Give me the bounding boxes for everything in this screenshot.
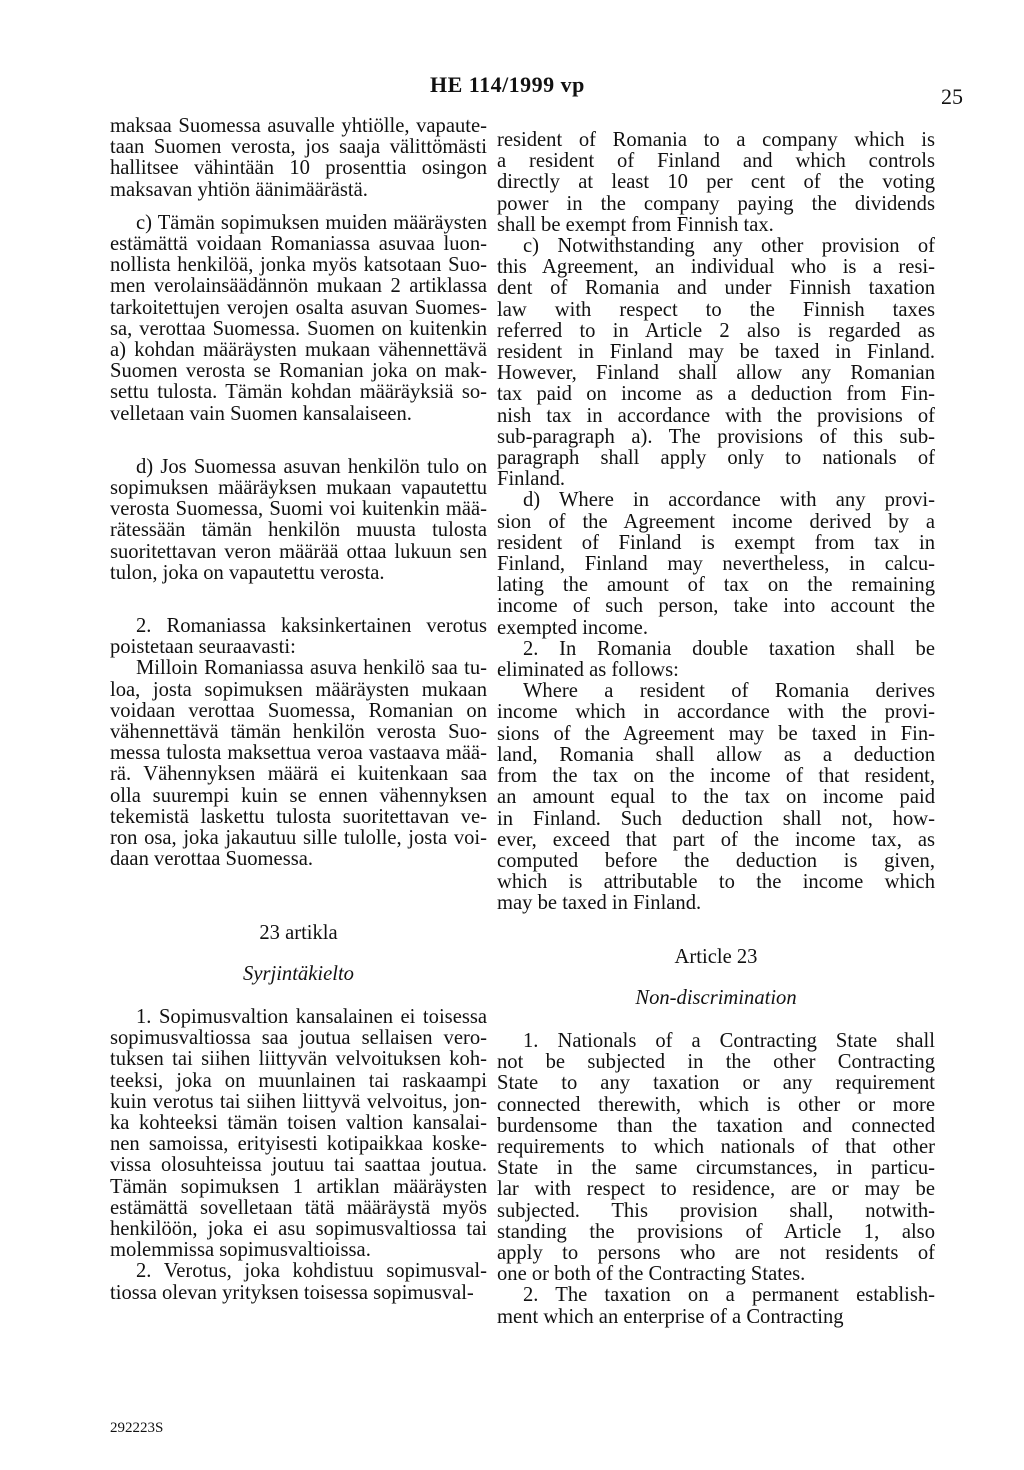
text-line: maksaa Suomessa asuvalle yhtiölle, vapaute- xyxy=(110,115,487,137)
text-line: sub-paragraph a). The provisions of this sub- xyxy=(497,425,935,448)
paragraph xyxy=(110,213,487,425)
text-line: Tämän sopimuksen 1 artiklan määräysten xyxy=(110,1175,487,1198)
text-line: vähennettävä tämän henkilön verosta Suo- xyxy=(110,721,487,744)
text-line: State in the same circumstances, in particu- xyxy=(497,1157,935,1180)
text-line: paragraph shall apply only to nationals of xyxy=(497,447,935,470)
text-line: land, Romania shall allow as a deduction xyxy=(497,743,935,766)
text-line: Suomen verosta se Romanian joka on mak- xyxy=(110,360,487,383)
text-line: olla suurempi kuin se ennen vähennyksen xyxy=(110,784,487,807)
text-line: dent of Romania and under Finnish taxation xyxy=(497,277,935,300)
article-subtitle: Syrjintäkielto xyxy=(243,962,354,985)
text-line: 2. Verotus, joka kohdistuu sopimusval- xyxy=(136,1260,487,1283)
text-line: voidaan verottaa Suomessa, Romanian on xyxy=(110,699,487,722)
text-line: c) Notwithstanding any other provision of xyxy=(523,235,935,258)
text-line: 2. In Romania double taxation shall be xyxy=(523,637,935,660)
document-code: 292223S xyxy=(110,1420,164,1436)
text-line: ka kohteeksi tämän toisen valtion kansalai- xyxy=(110,1111,487,1134)
text-line: sopimuksen määräyksen mukaan vapautettu xyxy=(110,477,487,500)
text-line: income which in accordance with the provi- xyxy=(497,701,935,724)
text-line: exempted income. xyxy=(497,616,648,639)
text-line: an amount equal to the tax on income paid xyxy=(497,786,935,809)
text-line: ment which an enterprise of a Contracting xyxy=(497,1305,844,1328)
text-line: verosta Suomessa, Suomi voi kuitenkin mää- xyxy=(110,498,487,521)
text-line: loa, josta sopimuksen määräysten mukaan xyxy=(110,678,487,701)
text-line: resident of Finland is exempt from tax in xyxy=(497,531,935,554)
text-line: vissa olosuhteissa joutuu tai saattaa joutua. xyxy=(110,1154,487,1177)
text-line: nen samoissa, erityisesti kotipaikkaa koske- xyxy=(110,1133,487,1156)
left-column-finnish xyxy=(110,116,487,1304)
text-line: connected therewith, which is other or more xyxy=(497,1093,935,1116)
text-line: Where a resident of Romania derives xyxy=(523,680,935,703)
text-line: computed before the deduction is given, xyxy=(497,849,935,872)
paragraph xyxy=(110,1261,487,1303)
text-line: sions of the Agreement may be taxed in Fin- xyxy=(497,722,935,745)
text-line: apply to persons who are not residents of xyxy=(497,1241,935,1264)
text-line: resident in Finland may be taxed in Finland. xyxy=(497,341,935,364)
text-line: sion of the Agreement income derived by a xyxy=(497,510,935,533)
text-line: ever, exceed that part of the income tax, as xyxy=(497,828,935,851)
text-line: rä. Vähennyksen määrä ei kuitenkaan saa xyxy=(110,763,487,786)
text-line: lar with respect to residence, are or may be xyxy=(497,1178,935,1201)
text-line: tarkoitettujen verojen osalta asuvan Suomes- xyxy=(110,296,487,319)
text-line: However, Finland shall allow any Romanian xyxy=(497,362,935,385)
text-line: shall be exempt from Finnish tax. xyxy=(497,213,774,236)
text-line: from the tax on the income of that resident, xyxy=(497,765,935,788)
text-line: tax paid on income as a deduction from Fin- xyxy=(497,383,935,406)
text-line: tiossa olevan yrityksen toisessa sopimusval- xyxy=(110,1281,474,1304)
page-number: 25 xyxy=(941,84,963,109)
text-line: estämättä voidaan Romaniassa asuvaa luon- xyxy=(110,233,487,256)
text-line: burdensome than the taxation and connected xyxy=(497,1114,935,1137)
text-line: Milloin Romaniassa asuva henkilö saa tu- xyxy=(136,657,487,680)
text-line: lating the amount of tax on the remaining xyxy=(497,574,935,597)
text-line: kuin verotus tai siihen liittyvä velvoitus, jon- xyxy=(110,1090,487,1113)
text-line: taan Suomen verosta, jos saaja välittömästi xyxy=(110,136,487,159)
text-line: ron osa, joka jakautuu sille tulolle, josta voi- xyxy=(110,827,487,850)
paragraph xyxy=(497,639,935,681)
text-line: 2. The taxation on a permanent establish- xyxy=(523,1284,935,1307)
text-line: Finland, Finland may nevertheless, in calcu- xyxy=(497,553,935,576)
right-column-english xyxy=(497,130,935,1328)
paragraph xyxy=(497,1031,935,1285)
text-line: d) Jos Suomessa asuvan henkilön tulo on xyxy=(136,455,487,478)
text-line: tuksen tai siihen liittyvän velvoituksen koh- xyxy=(110,1048,487,1071)
text-line: tulon, joka on vapautettu verosta. xyxy=(110,561,385,584)
text-line: subjected. This provision shall, notwith- xyxy=(497,1199,935,1222)
text-line: c) Tämän sopimuksen muiden määräysten xyxy=(136,211,487,234)
text-line: daan verottaa Suomessa. xyxy=(110,848,314,871)
paragraph xyxy=(497,1285,935,1327)
text-line: 1. Nationals of a Contracting State shall xyxy=(523,1029,935,1052)
text-line: which is attributable to the income which xyxy=(497,871,935,894)
text-line: henkilöön, joka ei asu sopimusvaltiossa tai xyxy=(110,1217,487,1240)
text-line: sopimusvaltiossa saa joutua sellaisen vero- xyxy=(110,1027,487,1050)
text-line: settu tulosta. Tämän kohdan määräyksiä so- xyxy=(110,381,487,404)
text-line: tekemistä laskettu tulosta suoritettavan ve- xyxy=(110,805,487,828)
text-line: requirements to which nationals of that other xyxy=(497,1135,935,1158)
text-line: State to any taxation or any requirement xyxy=(497,1072,935,1095)
article-title: 23 artikla xyxy=(259,921,338,944)
text-line: nollista henkilöä, jonka myös katsotaan Suo- xyxy=(110,254,487,277)
paragraph xyxy=(497,681,935,914)
text-line: teeksi, joka on muunlainen tai raskaampi xyxy=(110,1069,487,1092)
text-line: men verolainsäädännön mukaan 2 artiklassa xyxy=(110,275,487,298)
text-line: molemmissa sopimusvaltioissa. xyxy=(110,1239,371,1262)
text-line: sa, verottaa Suomessa. Suomen on kuitenkin xyxy=(110,317,487,340)
paragraph xyxy=(497,236,935,490)
page-header-title: HE 114/1999 vp xyxy=(430,72,585,97)
text-line: rätessään tämän henkilön muusta tulosta xyxy=(110,519,487,542)
text-line: velletaan vain Suomen kansalaiseen. xyxy=(110,402,412,425)
text-line: in Finland. Such deduction shall not, how- xyxy=(497,807,935,830)
text-line: directly at least 10 per cent of the voting xyxy=(497,171,935,194)
paragraph xyxy=(110,616,487,658)
text-line: nish tax in accordance with the provisions of xyxy=(497,404,935,427)
text-line: poistetaan seuraavasti: xyxy=(110,636,296,659)
paragraph xyxy=(497,130,935,236)
text-line: income of such person, take into account the xyxy=(497,595,935,618)
text-line: hallitsee vähintään 10 prosenttia osingon xyxy=(110,157,487,180)
text-line: one or both of the Contracting States. xyxy=(497,1263,806,1286)
text-line: a resident of Finland and which controls xyxy=(497,150,935,173)
paragraph xyxy=(110,658,487,870)
text-line: power in the company paying the dividends xyxy=(497,192,935,215)
text-line: a) kohdan määräysten mukaan vähennettävä xyxy=(110,339,487,362)
paragraph xyxy=(110,1007,487,1261)
text-line: referred to in Article 2 also is regarded as xyxy=(497,319,935,342)
text-line: standing the provisions of Article 1, also xyxy=(497,1220,935,1243)
text-line: law with respect to the Finnish taxes xyxy=(497,298,935,321)
paragraph xyxy=(497,490,935,638)
article-title: Article 23 xyxy=(674,945,758,968)
paragraph xyxy=(110,116,487,201)
text-line: 1. Sopimusvaltion kansalainen ei toisessa xyxy=(136,1005,487,1028)
text-line: may be taxed in Finland. xyxy=(497,892,702,915)
text-line: not be subjected in the other Contracting xyxy=(497,1051,935,1074)
text-line: eliminated as follows: xyxy=(497,659,679,682)
text-line: Finland. xyxy=(497,468,566,491)
text-line: messa tulosta maksettua veroa vastaava mää- xyxy=(110,742,487,765)
text-line: d) Where in accordance with any provi- xyxy=(523,489,935,512)
text-line: maksavan yhtiön äänimäärästä. xyxy=(110,178,368,201)
article-subtitle: Non-discrimination xyxy=(635,986,797,1009)
text-line: estämättä sovelletaan tätä määräystä myös xyxy=(110,1196,487,1219)
text-line: this Agreement, an individual who is a resi- xyxy=(497,256,935,279)
paragraph xyxy=(110,457,487,584)
text-line: resident of Romania to a company which is xyxy=(497,129,935,151)
text-line: 2. Romaniassa kaksinkertainen verotus xyxy=(136,615,487,638)
text-line: suoritettavan veron määrää ottaa lukuun sen xyxy=(110,540,487,563)
